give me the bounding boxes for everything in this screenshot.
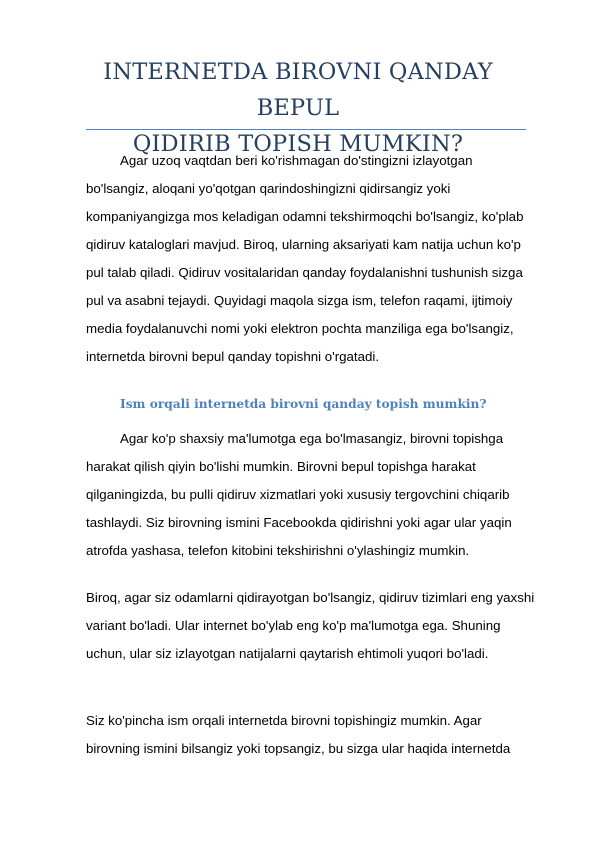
section-heading: Ism orqali internetda birovni qanday topish mumkin? — [120, 397, 487, 411]
intro-paragraph: Agar uzoq vaqtdan beri ko'rishmagan do'stingizni izlayotgan bo'lsangiz, aloqani yo'qotgan qarindoshingizni qidirsangiz yoki kompaniyangizga mos keladigan odamni tekshirmoqchi bo'lsangiz, ko'plab qidiruv kataloglari mavjud. Biroq, ularning aksariyati kam natija uchun ko'p pul talab qiladi. Qidiruv vositalaridan qanday foydalanishni tushunish sizga pul va asabni tejaydi. Quyidagi maqola sizga ism, telefon raqami, ijtimoiy media foydalanuvchi nomi yoki elektron pochta manziliga ega bo'lsangiz, internetda birovni bepul qanday topishni o'rgatadi. — [86, 153, 524, 364]
title-line-2: QIDIRIB TOPISH MUMKIN? — [132, 131, 464, 157]
title-underline — [86, 129, 526, 130]
body-paragraph-3: Siz ko'pincha ism orqali internetda birovni topishingiz mumkin. Agar birovning ismini bilsangiz yoki topsangiz, bu sizga ular haqida internetda — [86, 713, 511, 756]
body-paragraph-2: Biroq, agar siz odamlarni qidirayotgan bo'lsangiz, qidiruv tizimlari eng yaxshi variant bo'ladi. Ular internet bo'ylab eng ko'p ma'lumotga ega. Shuning uchun, ular siz izlayotgan natijalarni qaytarish ehtimoli yuqori bo'ladi. — [86, 590, 535, 661]
title-line-1: INTERNETDA BIROVNI QANDAY BEPUL — [103, 59, 493, 121]
page-title — [70, 54, 526, 162]
body-paragraph-1: Agar ko'p shaxsiy ma'lumotga ega bo'lmasangiz, birovni topishga harakat qilish qiyin bo'lishi mumkin. Birovni bepul topishga harakat qilganingizda, bu pulli qidiruv xizmatlari yoki xususiy tergovchini chiqarib tashlaydi. Siz birovning ismini Facebookda qidirishni yoki agar ular yaqin atrofda yashasa, telefon kitobini tekshirishni o'ylashingiz mumkin. — [86, 431, 512, 558]
